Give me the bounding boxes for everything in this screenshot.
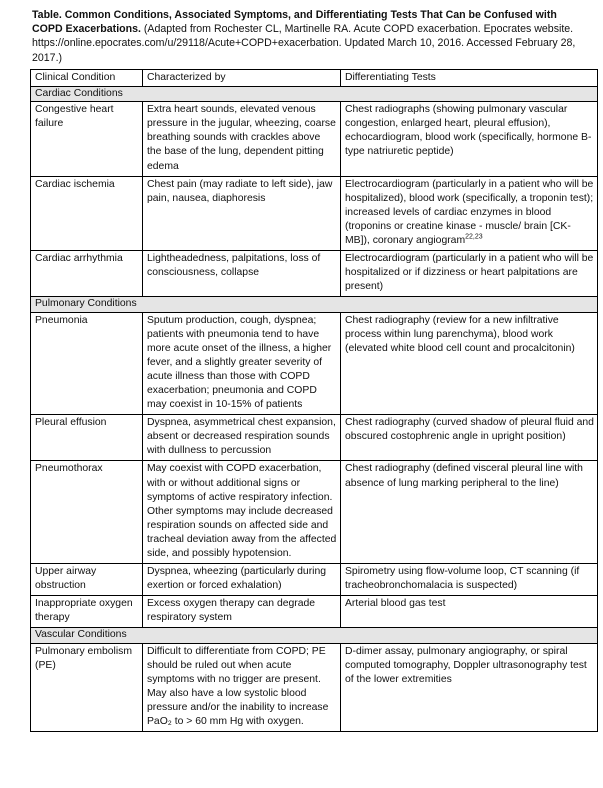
table-row: [31, 251, 598, 297]
tests-cell: Chest radiography (defined visceral pleural line with absence of lung marking peripheral to the line): [341, 461, 598, 564]
caption-citation: (Adapted from Rochester CL, Martinelle RA. Acute COPD exacerbation. Epocrates website. https://online.epocrates.com/u/29118/Acute+COPD+exacerbation. Updated March 10, 2016. Accessed February 28, 2017.): [32, 23, 576, 64]
tests-text: Electrocardiogram (particularly in a patient who will be hospitalized), blood work (specifically, a troponin test); increased levels of cardiac enzymes in blood (troponins or creatine kinase - muscle/ brain [CK-MB]), coronary angiogram: [345, 178, 594, 247]
table-row: [31, 415, 598, 461]
table-caption: [32, 8, 580, 65]
condition-cell: Pulmonary embolism (PE): [31, 643, 143, 732]
characterized-cell: Dyspnea, asymmetrical chest expansion, absent or decreased respiration sounds with dullness to percussion: [143, 415, 341, 461]
table-row: [31, 596, 598, 628]
condition-cell: Inappropriate oxygen therapy: [31, 596, 143, 628]
characterized-cell: Sputum production, cough, dyspnea; patients with pneumonia tend to have more acute onset of the illness, a higher fever, and a slightly greater severity of acute illness than those with COPD exacerbation; pneumonia and COPD may coexist in 10-15% of patients: [143, 312, 341, 415]
table-row: [31, 312, 598, 415]
section-label: Pulmonary Conditions: [31, 297, 598, 312]
col-header-characterized: Characterized by: [143, 70, 341, 87]
condition-cell: Cardiac ischemia: [31, 176, 143, 250]
citation-superscript: 22,23: [465, 233, 483, 241]
tests-cell: [341, 176, 598, 250]
characterized-cell: Extra heart sounds, elevated venous pressure in the jugular, wheezing, coarse breathing sounds with crackles above the base of the lung, dependent pitting edema: [143, 102, 341, 176]
tests-cell: Spirometry using flow-volume loop, CT scanning (if tracheobronchomalacia is suspected): [341, 564, 598, 596]
tests-cell: Chest radiography (curved shadow of pleural fluid and obscured costophrenic angle in upright position): [341, 415, 598, 461]
section-row-pulmonary: [31, 297, 598, 312]
characterized-cell: Lightheadedness, palpitations, loss of consciousness, collapse: [143, 251, 341, 297]
table-row: [31, 564, 598, 596]
table-row: [31, 102, 598, 176]
characterized-cell: Dyspnea, wheezing (particularly during exertion or forced exhalation): [143, 564, 341, 596]
characterized-cell: Excess oxygen therapy can degrade respiratory system: [143, 596, 341, 628]
conditions-table: [30, 69, 598, 732]
table-row: [31, 461, 598, 564]
condition-cell: Cardiac arrhythmia: [31, 251, 143, 297]
caption-title: Table. Common Conditions, Associated Symptoms, and Differentiating Tests That Can be Confused with COPD Exacerbations.: [32, 9, 557, 36]
col-header-tests: Differentiating Tests: [341, 70, 598, 87]
condition-cell: Congestive heart failure: [31, 102, 143, 176]
tests-cell: Electrocardiogram (particularly in a patient who will be hospitalized or if dizziness or heart palpitations are present): [341, 251, 598, 297]
tests-cell: Chest radiography (review for a new infiltrative process within lung parenchyma), blood work (elevated white blood cell count and procalcitonin): [341, 312, 598, 415]
header-row: [31, 70, 598, 87]
section-label: Vascular Conditions: [31, 628, 598, 643]
section-row-cardiac: [31, 87, 598, 102]
tests-cell: Arterial blood gas test: [341, 596, 598, 628]
characterized-cell: May coexist with COPD exacerbation, with or without additional signs or symptoms of active respiratory infection. Other symptoms may include decreased respiration sounds on affected side and tracheal deviation away from the affected side, and possibly hypotension.: [143, 461, 341, 564]
table-row: [31, 643, 598, 732]
tests-cell: D-dimer assay, pulmonary angiography, or spiral computed tomography, Doppler ultrasonography test of the lower extremities: [341, 643, 598, 732]
section-label: Cardiac Conditions: [31, 87, 598, 102]
characterized-cell: Chest pain (may radiate to left side), jaw pain, nausea, diaphoresis: [143, 176, 341, 250]
condition-cell: Pneumonia: [31, 312, 143, 415]
condition-cell: Pneumothorax: [31, 461, 143, 564]
tests-cell: Chest radiographs (showing pulmonary vascular congestion, enlarged heart, pleural effusion), echocardiogram, blood work (specifically, hormone B-type natriuretic peptide): [341, 102, 598, 176]
condition-cell: Pleural effusion: [31, 415, 143, 461]
condition-cell: Upper airway obstruction: [31, 564, 143, 596]
characterized-cell: Difficult to differentiate from COPD; PE should be ruled out when acute symptoms with no trigger are present. May also have a low systolic blood pressure and/or the inability to increase PaO₂ to > 60 mm Hg with oxygen.: [143, 643, 341, 732]
table-row: [31, 176, 598, 250]
section-row-vascular: [31, 628, 598, 643]
col-header-condition: Clinical Condition: [31, 70, 143, 87]
